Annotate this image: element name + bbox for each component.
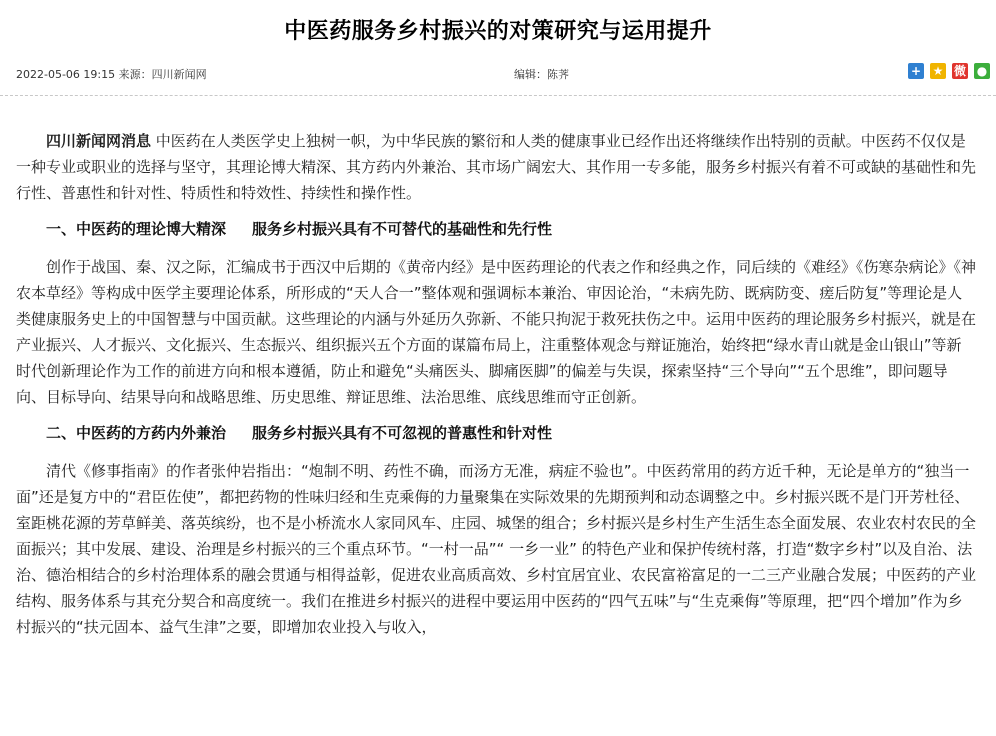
source-label: 来源： [118, 68, 152, 81]
article-title: 中医药服务乡村振兴的对策研究与运用提升 [284, 19, 712, 44]
section-2-heading: 二、中医药的方药内外兼治 服务乡村振兴具有不可忽视的普惠性和针对性 [46, 424, 553, 442]
share-plus-icon[interactable]: + [908, 63, 924, 79]
share-qzone-icon[interactable]: ★ [930, 63, 946, 79]
intro-paragraph [16, 128, 976, 206]
publish-datetime: 2022-05-06 19:15 [16, 68, 116, 81]
section-1-heading: 一、中医药的理论博大精深 服务乡村振兴具有不可替代的基础性和先行性 [46, 220, 553, 238]
editor-name: 陈荠 [547, 68, 569, 81]
meta-divider [0, 95, 996, 96]
source-name: 四川新闻网 [151, 68, 207, 81]
share-weibo-icon[interactable]: 微 [953, 64, 966, 78]
section-2-paragraph: 清代《修事指南》的作者张仲岩指出：“炮制不明、药性不确，而汤方无准，病症不验也”。中医药常用的药方近千种，无论是单方的“独当一面”还是复方中的“君臣佐使”，都把药物的性味归经和生克乘侮的力量聚集在实际效果的先期预判和动态调整之中。乡村振兴既不是门开芳杜径、室距桃花源的芳草鲜美、落英缤纷，也不是小桥流水人家同风车、庄园、城堡的组合；乡村振兴是乡村生产生活生态全面发展、农业农村农民的全面振兴；其中发展、建设、治理是乡村振兴的三个重点环节。“一村一品”“ 一乡一业” 的特色产业和保护传统村落，打造“数字乡村”以及自治、法治、德治相结合的乡村治理体系的融会贯通与相得益彰，促进农业高质高效、乡村宜居宜业、农民富裕富足的一二三产业融合发展；中医药的产业结构、服务体系与其充分契合和高度统一。我们在推进乡村振兴的进程中要运用中医药的“四气五味”与“生克乘侮”等原理，把“四个增加”作为乡村振兴的“扶元固本、益气生津”之要，即增加农业投入与收入， [16, 462, 977, 636]
article-body [16, 128, 976, 650]
meta-line [16, 66, 207, 82]
article-meta [16, 63, 996, 85]
intro-text: 中医药在人类医学史上独树一帜，为中华民族的繁衍和人类的健康事业已经作出还将继续作出特别的贡献。中医药不仅仅是一种专业或职业的选择与坚守，其理论博大精深、其方药内外兼治、其市场广阔宏大、其作用一专多能，服务乡村振兴有着不可或缺的基础性和先行性、普惠性和针对性、特质性和特效性、持续性和操作性。 [16, 132, 977, 202]
section-1-paragraph: 创作于战国、秦、汉之际，汇编成书于西汉中后期的《黄帝内经》是中医药理论的代表之作和经典之作，同后续的《难经》《伤寒杂病论》《神农本草经》等构成中医学主要理论体系，所形成的“天人合一”整体观和强调标本兼治、审因论治，“未病先防、既病防变、瘥后防复”等理论是人类健康服务史上的中国智慧与中国贡献。这些理论的内涵与外延历久弥新、不能只拘泥于救死扶伤之中。运用中医药的理论服务乡村振兴，就是在产业振兴、人才振兴、文化振兴、生态振兴、组织振兴五个方面的谋篇布局上，注重整体观念与辩证施治，始终把“绿水青山就是金山银山”等新时代创新理论作为工作的前进方向和根本遵循，防止和避免“头痛医头、脚痛医脚”的偏差与失误，探索坚持“三个导向”“五个思维”，即问题导向、目标导向、结果导向和战略思维、历史思维、辩证思维、法治思维、底线思维而守正创新。 [16, 258, 977, 406]
share-wechat-icon[interactable]: ● [974, 63, 990, 79]
intro-lead: 四川新闻网消息 [46, 132, 152, 150]
editor-line [514, 66, 569, 82]
share-bar [908, 63, 990, 79]
editor-label: 编辑： [514, 68, 547, 81]
